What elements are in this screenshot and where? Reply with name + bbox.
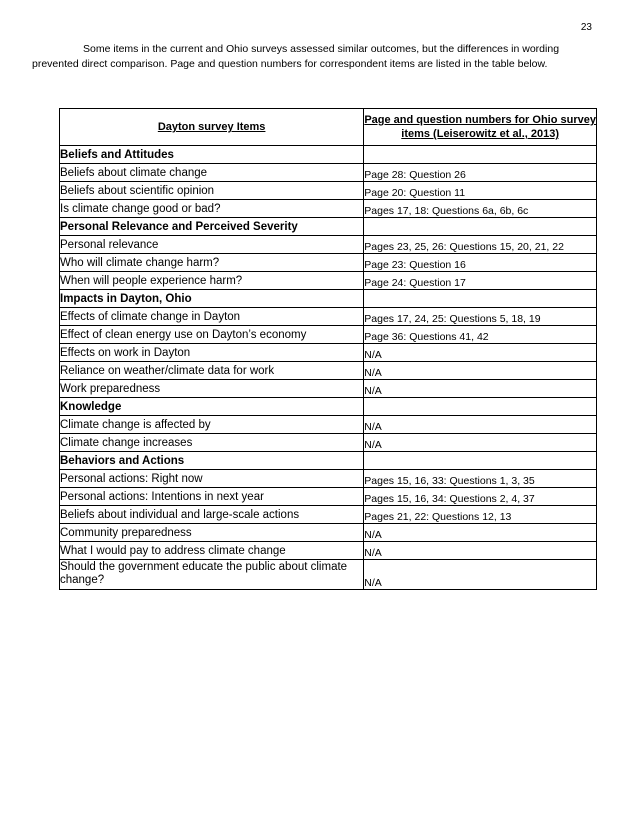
table-row (60, 362, 597, 380)
section-empty-cell (364, 218, 597, 236)
ohio-reference-cell: Page 36: Questions 41, 42 (364, 326, 597, 344)
ohio-reference-cell: Pages 17, 18: Questions 6a, 6b, 6c (364, 200, 597, 218)
dayton-item-cell: Personal actions: Intentions in next year (60, 488, 364, 506)
dayton-item-cell: Beliefs about climate change (60, 164, 364, 182)
ohio-reference-cell: N/A (364, 416, 597, 434)
ohio-reference-cell: Pages 17, 24, 25: Questions 5, 18, 19 (364, 308, 597, 326)
table-row (60, 182, 597, 200)
dayton-item-cell: What I would pay to address climate change (60, 542, 364, 560)
ohio-reference-cell: Pages 23, 25, 26: Questions 15, 20, 21, 22 (364, 236, 597, 254)
section-empty-cell (364, 290, 597, 308)
table-row (60, 380, 597, 398)
section-row (60, 146, 597, 164)
ohio-reference-cell: Pages 15, 16, 34: Questions 2, 4, 37 (364, 488, 597, 506)
dayton-item-cell: Community preparedness (60, 524, 364, 542)
section-empty-cell (364, 398, 597, 416)
table-row (60, 344, 597, 362)
table-header-row (60, 109, 597, 146)
survey-items-table (59, 108, 597, 590)
table-row (60, 470, 597, 488)
table-row (60, 488, 597, 506)
ohio-reference-cell: Page 20: Question 11 (364, 182, 597, 200)
dayton-item-cell: Work preparedness (60, 380, 364, 398)
table-row (60, 308, 597, 326)
dayton-item-cell: Effects of climate change in Dayton (60, 308, 364, 326)
table-row (60, 416, 597, 434)
ohio-reference-cell: N/A (364, 434, 597, 452)
section-title: Behaviors and Actions (60, 452, 364, 470)
dayton-item-cell: Reliance on weather/climate data for work (60, 362, 364, 380)
ohio-reference-cell: N/A (364, 542, 597, 560)
dayton-item-cell: Is climate change good or bad? (60, 200, 364, 218)
ohio-reference-cell: N/A (364, 362, 597, 380)
table-row (60, 560, 597, 590)
ohio-reference-cell: Pages 21, 22: Questions 12, 13 (364, 506, 597, 524)
section-empty-cell (364, 146, 597, 164)
dayton-item-cell: Climate change is affected by (60, 416, 364, 434)
table-row (60, 236, 597, 254)
ohio-reference-cell: Pages 15, 16, 33: Questions 1, 3, 35 (364, 470, 597, 488)
dayton-item-cell: Climate change increases (60, 434, 364, 452)
section-title: Impacts in Dayton, Ohio (60, 290, 364, 308)
dayton-item-cell: Personal relevance (60, 236, 364, 254)
section-row (60, 218, 597, 236)
table-row (60, 164, 597, 182)
section-row (60, 452, 597, 470)
header-dayton-items: Dayton survey Items (60, 109, 364, 146)
dayton-item-cell: When will people experience harm? (60, 272, 364, 290)
table-row (60, 272, 597, 290)
ohio-reference-cell: Page 28: Question 26 (364, 164, 597, 182)
ohio-reference-cell: N/A (364, 524, 597, 542)
dayton-item-cell: Beliefs about scientific opinion (60, 182, 364, 200)
header-ohio-items: Page and question numbers for Ohio survey items (Leiserowitz et al., 2013) (364, 109, 597, 146)
table-row (60, 326, 597, 344)
section-row (60, 398, 597, 416)
ohio-reference-cell: Page 23: Question 16 (364, 254, 597, 272)
ohio-reference-cell: N/A (364, 560, 597, 590)
table-row (60, 200, 597, 218)
intro-paragraph: Some items in the current and Ohio surveys assessed similar outcomes, but the differences in wording prevented direct comparison. Page and question numbers for correspondent items are listed in the table below. (32, 43, 560, 70)
dayton-item-cell: Effects on work in Dayton (60, 344, 364, 362)
ohio-reference-cell: N/A (364, 380, 597, 398)
section-empty-cell (364, 452, 597, 470)
dayton-item-cell: Beliefs about individual and large-scale actions (60, 506, 364, 524)
dayton-item-cell: Personal actions: Right now (60, 470, 364, 488)
table-row (60, 434, 597, 452)
table-row (60, 254, 597, 272)
table-row (60, 524, 597, 542)
dayton-item-cell: Should the government educate the public about climate change? (60, 560, 364, 590)
page-number: 23 (580, 22, 592, 33)
ohio-reference-cell: N/A (364, 344, 597, 362)
table-row (60, 542, 597, 560)
table-body (60, 146, 597, 590)
dayton-item-cell: Effect of clean energy use on Dayton’s economy (60, 326, 364, 344)
table-row (60, 506, 597, 524)
section-row (60, 290, 597, 308)
ohio-reference-cell: Page 24: Question 17 (364, 272, 597, 290)
dayton-item-cell: Who will climate change harm? (60, 254, 364, 272)
section-title: Beliefs and Attitudes (60, 146, 364, 164)
section-title: Knowledge (60, 398, 364, 416)
section-title: Personal Relevance and Perceived Severity (60, 218, 364, 236)
